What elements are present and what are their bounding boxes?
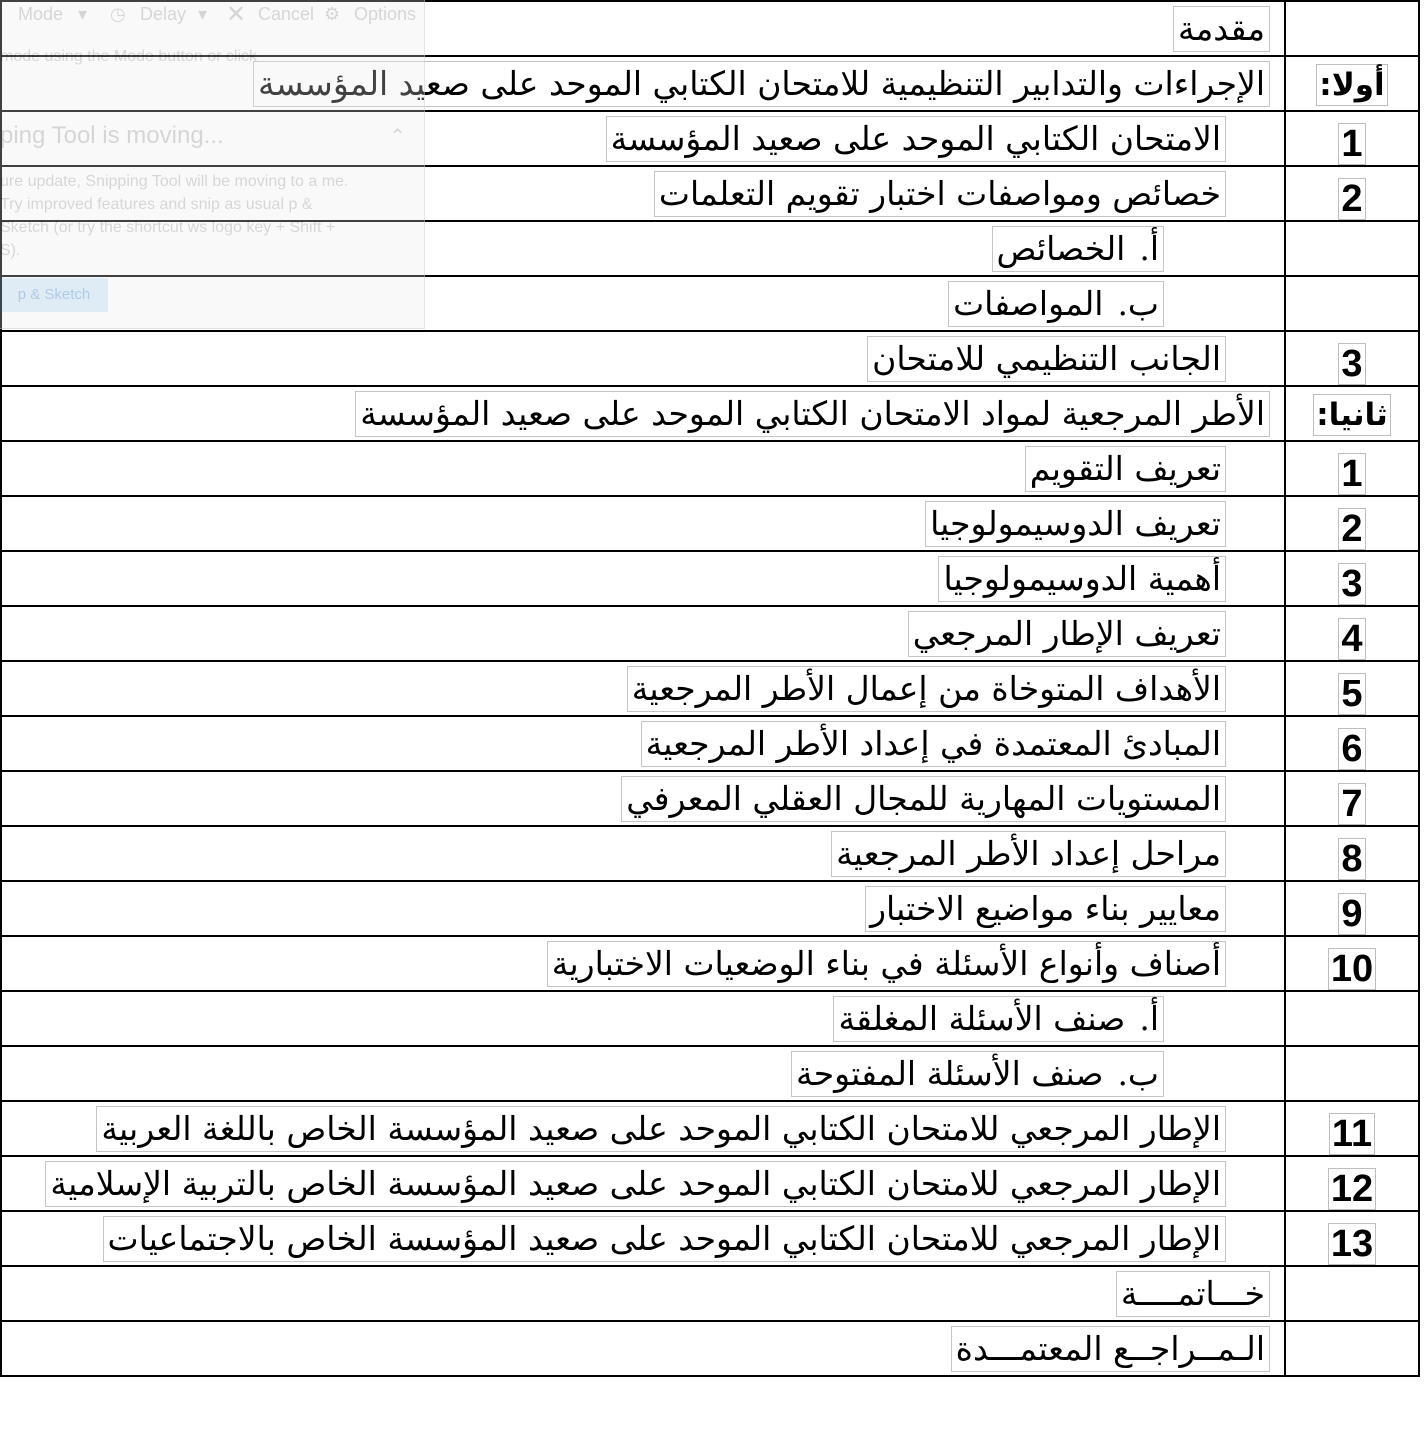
toc-row [1, 1101, 1419, 1156]
toc-number-label: 12 [1328, 1168, 1376, 1210]
toc-title-label: صنف الأسئلة المغلقة [838, 998, 1126, 1038]
toc-row [1, 661, 1419, 716]
clock-icon: ◷ [110, 4, 126, 24]
toc-number-label: 7 [1338, 783, 1365, 825]
toc-row [1, 276, 1419, 331]
toc-row-title [1, 496, 1285, 551]
toc-title-text [938, 556, 1226, 602]
toc-row-title [1, 881, 1285, 936]
toc-row-title [1, 1321, 1285, 1376]
toc-title-text [641, 721, 1226, 767]
toc-row [1, 1156, 1419, 1211]
toc-row-title [1, 386, 1285, 441]
toc-row [1, 551, 1419, 606]
toc-sub-letter: ب. [1117, 1053, 1159, 1093]
toc-number-label: 8 [1338, 838, 1365, 880]
toc-title-label: الإطار المرجعي للامتحان الكتابي الموحد على صعيد المؤسسة الخاص بالاجتماعيات [107, 1218, 1221, 1258]
toc-row-title [1, 111, 1285, 166]
toc-title-label: الـمــراجــع المعتمـــدة [955, 1328, 1265, 1368]
toc-title-text [925, 501, 1226, 547]
toc-number-label: 9 [1338, 893, 1365, 935]
toc-title-label: مراحل إعداد الأطر المرجعية [836, 833, 1221, 873]
toc-number-label: 2 [1338, 508, 1365, 550]
toc-title-text [865, 886, 1226, 932]
toc-title-text [547, 941, 1226, 987]
toc-row-number [1285, 991, 1419, 1046]
chevron-up-icon[interactable]: ⌃ [389, 126, 406, 148]
delay-button[interactable]: Delay [140, 4, 187, 24]
toc-number-label: 3 [1338, 563, 1365, 605]
notice-body: ure update, Snipping Tool will be moving to a me. Try improved features and snip as usual p & Sketch (or try the shortcut ws logo key + Shift + S). [0, 173, 349, 259]
toc-row-number [1285, 1266, 1419, 1321]
toc-row-title [1, 991, 1285, 1046]
toc-title-label: الإطار المرجعي للامتحان الكتابي الموحد على صعيد المؤسسة الخاص باللغة العربية [101, 1108, 1221, 1148]
toc-title-text [951, 1326, 1270, 1372]
toc-title-text [654, 171, 1226, 217]
toc-title-label: خـــاتمــــة [1120, 1273, 1265, 1313]
toc-row-number [1285, 936, 1419, 991]
toc-title-text [867, 336, 1226, 382]
chevron-down-icon: ▾ [78, 4, 88, 24]
toc-title-label: الجانب التنظيمي للامتحان [872, 338, 1221, 378]
toc-row-number [1285, 56, 1419, 111]
mode-hint: mode using the Mode button or click [0, 48, 258, 65]
toc-title-text [992, 226, 1164, 272]
toc-title-text [908, 611, 1226, 657]
toc-row [1, 1211, 1419, 1266]
toc-title-text [96, 1106, 1226, 1152]
toc-row-title [1, 771, 1285, 826]
toc-sub-letter: أ. [1139, 998, 1159, 1038]
toc-number-label: 6 [1338, 728, 1365, 770]
toc-title-text [1116, 1271, 1270, 1317]
toc-row-number [1285, 1321, 1419, 1376]
cancel-button[interactable]: Cancel [258, 4, 315, 24]
toc-row-number [1285, 1046, 1419, 1101]
toc-row-number [1285, 221, 1419, 276]
toc-row-title [1, 826, 1285, 881]
toc-number-label: 4 [1338, 618, 1365, 660]
toc-row [1, 936, 1419, 991]
toc-number-label: 10 [1328, 948, 1376, 990]
toc-title-text [791, 1051, 1164, 1097]
toc-row-number [1285, 716, 1419, 771]
toc-row-number [1285, 661, 1419, 716]
toc-row [1, 771, 1419, 826]
toc-row-title [1, 166, 1285, 221]
gear-icon: ⚙ [324, 4, 341, 24]
toc-row [1, 606, 1419, 661]
toc-title-label: خصائص ومواصفات اختبار تقويم التعلمات [658, 173, 1221, 213]
options-button[interactable]: Options [354, 4, 417, 24]
toc-row [1, 441, 1419, 496]
toc-row-title [1, 1046, 1285, 1101]
toc-title-label: الأطر المرجعية لمواد الامتحان الكتابي الموحد على صعيد المؤسسة [360, 393, 1265, 433]
toc-row-number [1285, 496, 1419, 551]
toc-sub-letter: أ. [1139, 228, 1159, 268]
toc-row-title [1, 1101, 1285, 1156]
toc-row [1, 166, 1419, 221]
toc-row-number [1285, 1101, 1419, 1156]
toc-row [1, 1, 1419, 56]
toc-title-label: صنف الأسئلة المفتوحة [796, 1053, 1104, 1093]
toc-title-text [948, 281, 1164, 327]
toc-title-label: الأهداف المتوخاة من إعمال الأطر المرجعية [631, 668, 1221, 708]
toc-number-label: 13 [1328, 1223, 1376, 1265]
toc-sub-letter: ب. [1117, 283, 1159, 323]
toc-title-text [606, 116, 1226, 162]
toc-number-label: ثانيا: [1313, 394, 1391, 436]
toc-title-label: المستويات المهارية للمجال العقلي المعرفي [626, 778, 1221, 818]
toc-number-label: 11 [1329, 1113, 1375, 1155]
toc-title-label: معايير بناء مواضيع الاختبار [870, 888, 1221, 928]
toc-title-text [355, 391, 1270, 437]
toc-row-title [1, 551, 1285, 606]
toc-title-text [627, 666, 1226, 712]
toc-body [1, 1, 1419, 1376]
toc-row [1, 221, 1419, 276]
toc-row-title [1, 1266, 1285, 1321]
toc-row-title [1, 936, 1285, 991]
toc-row-number [1285, 441, 1419, 496]
toc-number-label: أولا: [1316, 64, 1387, 106]
toc-title-label: مقدمة [1177, 8, 1265, 48]
toc-title-label: الامتحان الكتابي الموحد على صعيد المؤسسة [610, 118, 1221, 158]
toc-row [1, 1321, 1419, 1376]
toc-row-number [1285, 606, 1419, 661]
toc-row [1, 496, 1419, 551]
close-icon[interactable]: ✕ [226, 1, 247, 28]
toc-row [1, 991, 1419, 1046]
toc-row-title [1, 331, 1285, 386]
toc-title-text [1025, 446, 1226, 492]
toc-row-title [1, 606, 1285, 661]
toc-row-title [1, 276, 1285, 331]
toc-row-number [1285, 111, 1419, 166]
toc-title-label: أهمية الدوسيمولوجيا [943, 558, 1221, 598]
toc-row [1, 881, 1419, 936]
toc-title-label: المبادئ المعتمدة في إعداد الأطر المرجعية [645, 723, 1221, 763]
toc-title-label: المواصفات [953, 283, 1104, 323]
toc-row-number [1285, 386, 1419, 441]
toc-row-number [1285, 551, 1419, 606]
toc-row-title [1, 56, 1285, 111]
toc-title-text [45, 1161, 1226, 1207]
toc-title-label: تعريف التقويم [1029, 448, 1221, 488]
try-snip-sketch-button[interactable]: p & Sketch [0, 278, 108, 312]
toc-row-title [1, 1156, 1285, 1211]
toc-title-text [1173, 6, 1270, 52]
toc-number-label: 3 [1338, 343, 1365, 385]
toc-row [1, 56, 1419, 111]
toc-title-text [831, 831, 1226, 877]
notice-title: ping Tool is moving... [0, 122, 224, 149]
toc-number-label: 2 [1338, 178, 1365, 220]
toc-title-text [103, 1216, 1226, 1262]
toc-row [1, 111, 1419, 166]
toc-title-label: الإطار المرجعي للامتحان الكتابي الموحد على صعيد المؤسسة الخاص بالتربية الإسلامية [50, 1163, 1221, 1203]
toc-row [1, 1266, 1419, 1321]
toc-title-label: تعريف الإطار المرجعي [912, 613, 1221, 653]
toc-number-label: 1 [1338, 453, 1365, 495]
mode-button[interactable]: Mode [18, 4, 64, 24]
toc-row-number [1285, 826, 1419, 881]
toc-title-label: تعريف الدوسيمولوجيا [930, 503, 1221, 543]
toc-row [1, 716, 1419, 771]
toc-number-label: 5 [1338, 673, 1365, 715]
toc-row-title [1, 221, 1285, 276]
toc-row-title [1, 441, 1285, 496]
toc-row-number [1285, 1, 1419, 56]
toc-row-title [1, 1211, 1285, 1266]
toc-row [1, 826, 1419, 881]
toc-row [1, 1046, 1419, 1101]
toc-title-text [621, 776, 1226, 822]
toc-row-number [1285, 1211, 1419, 1266]
toc-row-number [1285, 771, 1419, 826]
toc-row-title [1, 716, 1285, 771]
toc-row [1, 386, 1419, 441]
toc-row-number [1285, 166, 1419, 221]
toc-title-label: الخصائص [996, 228, 1126, 268]
toc-title-label: الإجراءات والتدابير التنظيمية للامتحان الكتابي الموحد على صعيد المؤسسة [258, 63, 1265, 103]
toc-title-text [833, 996, 1164, 1042]
toc-number-label: 1 [1338, 123, 1365, 165]
toc-row-title [1, 661, 1285, 716]
toc-row-number [1285, 881, 1419, 936]
chevron-down-icon: ▾ [198, 4, 208, 24]
toc-row-title [1, 1, 1285, 56]
toc-row [1, 331, 1419, 386]
toc-row-number [1285, 276, 1419, 331]
toc-title-label: أصناف وأنواع الأسئلة في بناء الوضعيات الاختبارية [551, 943, 1221, 983]
toc-title-text [253, 61, 1270, 107]
toc-row-number [1285, 331, 1419, 386]
toc-row-number [1285, 1156, 1419, 1211]
